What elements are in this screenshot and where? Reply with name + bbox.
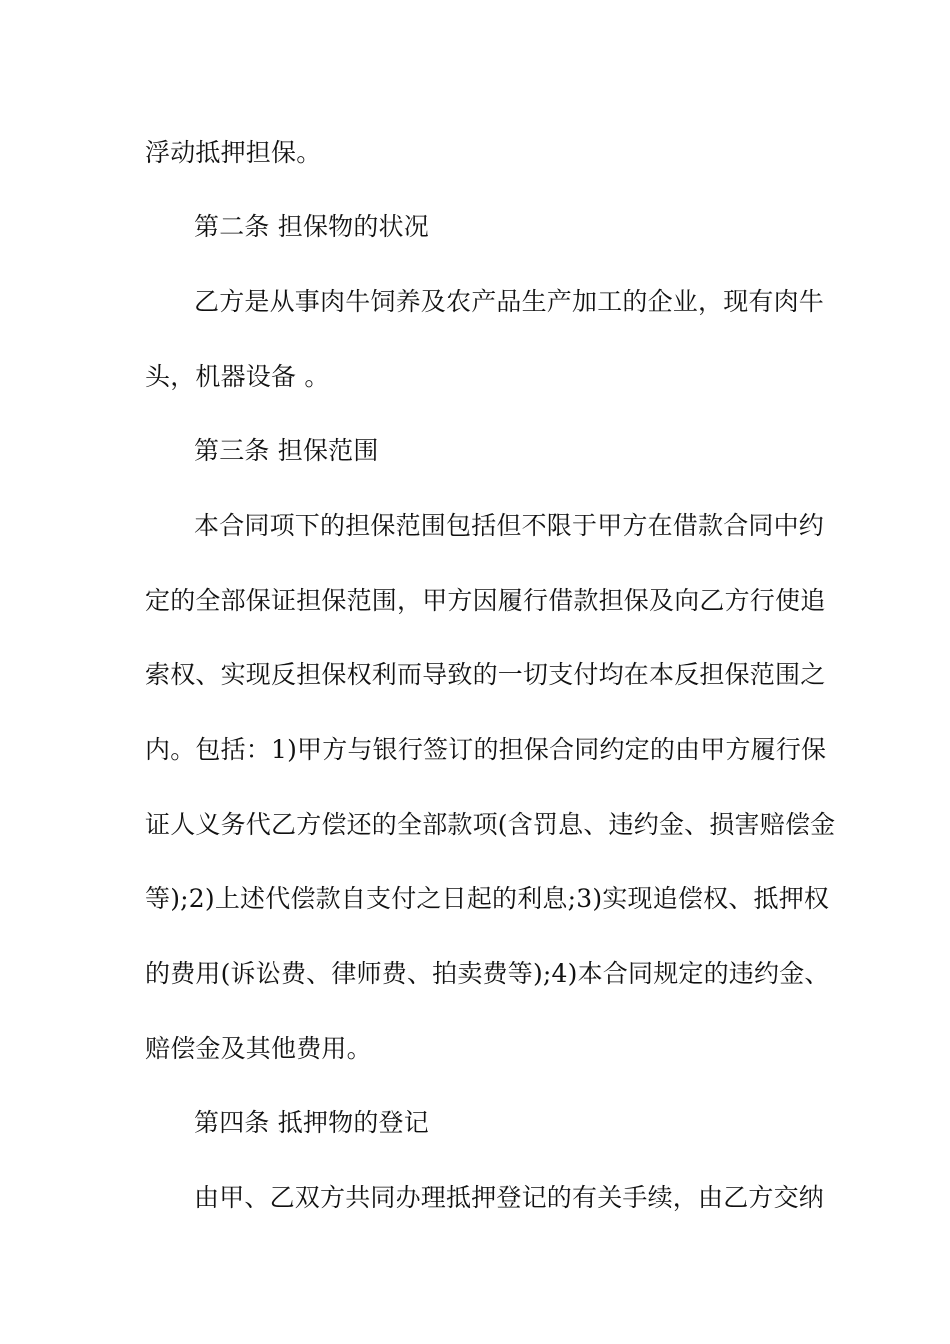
paragraph-line-1: 浮动抵押担保。	[145, 138, 322, 167]
article-3-heading: 第三条 担保范围	[194, 436, 379, 465]
paragraph-line-11: 等);2)上述代偿款自支付之日起的利息;3)实现追偿权、抵押权	[145, 884, 830, 913]
paragraph-line-10: 证人义务代乙方偿还的全部款项(含罚息、违约金、损害赔偿金	[145, 810, 836, 839]
paragraph-line-8: 索权、实现反担保权利而导致的一切支付均在本反担保范围之	[145, 660, 826, 689]
paragraph-line-4: 头，机器设备 。	[145, 362, 330, 391]
article-4-heading: 第四条 抵押物的登记	[194, 1108, 429, 1137]
paragraph-line-3: 乙方是从事肉牛饲养及农产品生产加工的企业，现有肉牛	[194, 287, 825, 316]
paragraph-line-7: 定的全部保证担保范围，甲方因履行借款担保及向乙方行使追	[145, 586, 826, 615]
paragraph-line-6: 本合同项下的担保范围包括但不限于甲方在借款合同中约	[194, 511, 825, 540]
paragraph-line-15: 由甲、乙双方共同办理抵押登记的有关手续，由乙方交纳	[194, 1183, 825, 1212]
paragraph-line-9: 内。包括：1)甲方与银行签订的担保合同约定的由甲方履行保	[145, 735, 827, 764]
paragraph-line-12: 的费用(诉讼费、律师费、拍卖费等);4)本合同规定的违约金、	[145, 959, 830, 988]
article-2-heading: 第二条 担保物的状况	[194, 212, 429, 241]
paragraph-line-13: 赔偿金及其他费用。	[145, 1034, 372, 1063]
